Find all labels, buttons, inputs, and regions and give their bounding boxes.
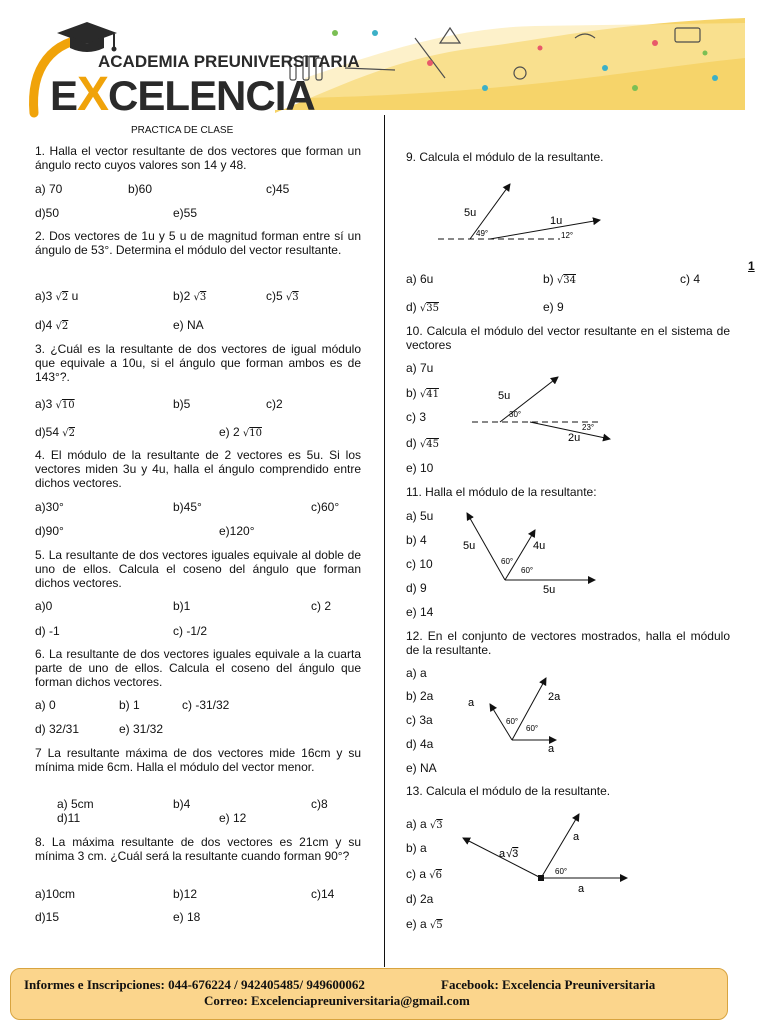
sqrt-icon: √6	[426, 870, 442, 881]
q8-option-b: b)12	[173, 887, 198, 901]
q13-option-b: b) a	[406, 841, 427, 855]
sqrt-icon: √2	[52, 321, 69, 332]
q2-option-a	[35, 289, 78, 305]
q2-option-b	[173, 289, 206, 305]
q2-d-radicand: 2	[61, 321, 69, 332]
q10-b-radicand: 41	[426, 389, 439, 400]
q10-vector-figure	[470, 372, 630, 442]
sqrt-icon: √10	[52, 400, 75, 411]
question-13-text: 13. Calcula el módulo de la resultante.	[406, 784, 611, 798]
q13-option-c	[406, 867, 442, 883]
q9-label-5u: 5u	[464, 207, 477, 219]
q8-option-e: e) 18	[173, 910, 201, 924]
q5-option-c: c) 2	[311, 599, 332, 613]
brand-letter-e: E	[50, 72, 78, 119]
question-10-text: 10. Calcula el módulo del vector resultante en el sistema de vectores	[406, 324, 730, 352]
q7-option-d: d)11	[57, 811, 81, 825]
q10-option-d	[406, 436, 439, 452]
q9-option-c: c) 4	[680, 272, 701, 286]
q3-option-b: b)5	[173, 397, 191, 411]
sqrt-icon: √5	[426, 920, 443, 931]
brand-rest: CELENCIA	[108, 72, 315, 119]
q12-option-e: e) NA	[406, 761, 437, 775]
q12-angle-1: 60°	[506, 717, 519, 726]
question-4-text: 4. El módulo de la resultante de 2 vectores es 5u. Si los vectores miden 3u y 4u, halla el ángulo comprendido entre dichos vectores.	[35, 448, 361, 490]
question-11-text: 11. Halla el módulo de la resultante:	[406, 485, 597, 499]
question-5-text: 5. La resultante de dos vectores iguales equivale al doble de uno de ellos. Calcula el coseno del ángulo que forman dichos vectores.	[35, 548, 361, 590]
q11-option-a: a) 5u	[406, 509, 434, 523]
page-number: 1	[748, 259, 755, 273]
question-2-text: 2. Dos vectores de 1u y 5 u de magnitud forman entre sí un ángulo de 53°. Determina el módulo del vector resultante.	[35, 229, 361, 257]
q5-option-d: d) -1	[35, 624, 60, 638]
q9-d-prefix: d)	[406, 300, 417, 314]
q9-option-e: e) 9	[543, 300, 564, 314]
q8-option-d: d)15	[35, 910, 60, 924]
q1-option-e: e)55	[173, 206, 198, 220]
q2-a-unit: u	[71, 289, 79, 303]
question-9-text: 9. Calcula el módulo de la resultante.	[406, 150, 604, 164]
q4-option-c: c)60°	[311, 500, 340, 514]
q5-option-a: a)0	[35, 599, 53, 613]
q1-option-d: d)50	[35, 206, 60, 220]
question-7-text: 7 La resultante máxima de dos vectores mide 16cm y su mínima mide 6cm. Halla el módulo del vector menor.	[35, 746, 361, 774]
sqrt-icon: √	[506, 848, 513, 860]
q11-label-v3: 5u	[543, 584, 556, 595]
q9-angle-2: 12°	[561, 231, 574, 240]
q13-option-e	[406, 917, 443, 933]
sqrt-icon: √45	[416, 439, 439, 450]
contact-footer	[10, 968, 728, 1020]
sqrt-icon: √35	[416, 303, 439, 314]
q13-label-v1	[499, 848, 518, 860]
q13-a-prefix: a) a	[406, 817, 427, 831]
q7-option-a: a) 5cm	[57, 797, 94, 811]
q8-option-a: a)10cm	[35, 887, 76, 901]
q13-label-v2: a	[573, 831, 580, 843]
q3-d-prefix: d)54	[35, 425, 60, 439]
q3-option-c: c)2	[266, 397, 283, 411]
brand-wordmark	[50, 68, 315, 121]
question-3-text: 3. ¿Cuál es la resultante de dos vectores de igual módulo que equivale a 10u, si el ángulo que forman ambos es de 143°?.	[35, 342, 361, 384]
footer-informes: Informes e Inscripciones: 044-676224 / 942405485/ 949600062	[24, 977, 365, 992]
q11-label-v2: 4u	[533, 540, 546, 552]
q9-label-1u: 1u	[550, 215, 563, 227]
q3-option-d	[35, 425, 75, 441]
brand-letter-x: X	[77, 68, 109, 121]
sqrt-icon: √41	[416, 389, 439, 400]
q4-option-b: b)45°	[173, 500, 202, 514]
q11-vector-figure	[455, 505, 605, 595]
q2-option-d	[35, 318, 68, 334]
sqrt-icon: √2	[59, 428, 75, 439]
q3-option-a	[35, 397, 75, 413]
q9-vector-figure	[430, 176, 620, 256]
q6-option-a: a) 0	[35, 698, 56, 712]
q10-option-b	[406, 386, 439, 402]
sqrt-icon: √10	[239, 428, 262, 439]
q6-option-b: b) 1	[119, 698, 140, 712]
q2-a-prefix: a)3	[35, 289, 53, 303]
q13-vector-figure	[455, 806, 635, 896]
q12-option-a: a) a	[406, 666, 427, 680]
column-divider	[384, 115, 385, 967]
q10-angle-2: 23°	[582, 423, 595, 432]
sqrt-icon: √34	[553, 275, 576, 286]
q1-option-b: b)60	[128, 182, 153, 196]
q11-angle-1: 60°	[501, 557, 514, 566]
q2-a-radicand: 2	[61, 292, 69, 303]
q13-e-prefix: e) a	[406, 917, 427, 931]
q11-option-d: d) 9	[406, 581, 427, 595]
q10-option-e: e) 10	[406, 461, 434, 475]
q8-option-c: c)14	[311, 887, 335, 901]
q9-option-d	[406, 300, 439, 316]
question-12-text: 12. En el conjunto de vectores mostrados, halla el módulo de la resultante.	[406, 629, 730, 657]
q3-e-radicand: 10	[249, 428, 262, 439]
science-doodle-banner	[275, 18, 745, 128]
q11-label-v1: 5u	[463, 540, 476, 552]
q11-option-c: c) 10	[406, 557, 433, 571]
sqrt-icon: √3	[190, 292, 207, 303]
footer-facebook: Facebook: Excelencia Preuniversitaria	[441, 977, 656, 992]
q10-d-prefix: d)	[406, 436, 417, 450]
practice-subtitle: PRACTICA DE CLASE	[131, 125, 234, 136]
q10-option-c: c) 3	[406, 410, 427, 424]
q13-option-a	[406, 817, 443, 833]
q13-e-radicand: 5	[436, 920, 443, 931]
q9-option-a: a) 6u	[406, 272, 434, 286]
q12-option-c: c) 3a	[406, 713, 433, 727]
q12-vector-figure	[460, 668, 590, 753]
question-8-text: 8. La máxima resultante de dos vectores es 21cm y su mínima 3 cm. ¿Cuál será la resultante cuando forman 90°?	[35, 835, 361, 863]
q9-b-prefix: b)	[543, 272, 554, 286]
q9-option-b	[543, 272, 576, 288]
q13-angle-1: 60°	[555, 867, 568, 876]
q9-angle-1: 49°	[476, 229, 489, 238]
q4-option-a: a)30°	[35, 500, 64, 514]
q13-v1-prefix: a	[499, 848, 506, 860]
q12-option-b: b) 2a	[406, 689, 434, 703]
q10-b-prefix: b)	[406, 386, 417, 400]
q6-option-c: c) -31/32	[182, 698, 230, 712]
q2-option-e: e) NA	[173, 318, 204, 332]
q3-a-radicand: 10	[61, 400, 75, 411]
q7-option-c: c)8	[311, 797, 328, 811]
question-1-text: 1. Halla el vector resultante de dos vectores que forman un ángulo recto cuyos valores son 14 y 48.	[35, 144, 361, 172]
q10-option-a: a) 7u	[406, 361, 434, 375]
q2-c-radicand: 3	[292, 292, 299, 303]
q2-option-c	[266, 289, 299, 305]
q12-option-d: d) 4a	[406, 737, 434, 751]
academia-label: ACADEMIA PREUNIVERSITARIA	[98, 52, 360, 71]
q10-label-5u: 5u	[498, 390, 511, 402]
q13-v1-radicand: 3	[512, 848, 519, 860]
q2-b-radicand: 3	[199, 292, 207, 303]
q5-option-b: b)1	[173, 599, 191, 613]
q3-e-prefix: e) 2	[219, 425, 240, 439]
q13-label-v3: a	[578, 883, 585, 895]
q6-option-e: e) 31/32	[119, 722, 164, 736]
q4-option-d: d)90°	[35, 524, 64, 538]
sqrt-icon: √3	[282, 292, 299, 303]
sqrt-icon: √2	[52, 292, 69, 303]
q9-b-radicand: 34	[563, 275, 576, 286]
q7-option-e: e) 12	[219, 811, 247, 825]
q10-angle-1: 30°	[509, 410, 522, 419]
q2-c-prefix: c)5	[266, 289, 283, 303]
header-banner	[0, 0, 768, 121]
q2-b-prefix: b)2	[173, 289, 191, 303]
q2-d-prefix: d)4	[35, 318, 53, 332]
sqrt-icon: √3	[426, 820, 443, 831]
footer-correo: Correo: Excelenciapreuniversitaria@gmail.com	[204, 993, 470, 1008]
q10-label-2u: 2u	[568, 432, 581, 442]
q3-d-radicand: 2	[68, 428, 75, 439]
q12-angle-2: 60°	[526, 724, 539, 733]
q13-c-prefix: c) a	[406, 867, 427, 881]
q1-option-c: c)45	[266, 182, 290, 196]
q9-d-radicand: 35	[426, 303, 439, 314]
q1-option-a: a) 70	[35, 182, 63, 196]
q7-option-b: b)4	[173, 797, 191, 811]
q5-option-e: c) -1/2	[173, 624, 208, 638]
q10-d-radicand: 45	[426, 439, 439, 450]
q4-option-e: e)120°	[219, 524, 255, 538]
q11-option-b: b) 4	[406, 533, 427, 547]
q12-label-v1: a	[468, 697, 475, 709]
q13-option-d: d) 2a	[406, 892, 434, 906]
q12-label-v2: 2a	[548, 691, 561, 703]
q3-a-prefix: a)3	[35, 397, 53, 411]
q11-option-e: e) 14	[406, 605, 434, 619]
q13-a-radicand: 3	[436, 820, 443, 831]
q6-option-d: d) 32/31	[35, 722, 80, 736]
q11-angle-2: 60°	[521, 566, 534, 575]
q3-option-e	[219, 425, 262, 441]
q12-label-v3: a	[548, 743, 555, 753]
question-6-text: 6. La resultante de dos vectores iguales equivale a la cuarta parte de uno de ellos. Calcula el coseno del ángulo que forman dichos vectores.	[35, 647, 361, 689]
q13-c-radicand: 6	[435, 870, 442, 881]
